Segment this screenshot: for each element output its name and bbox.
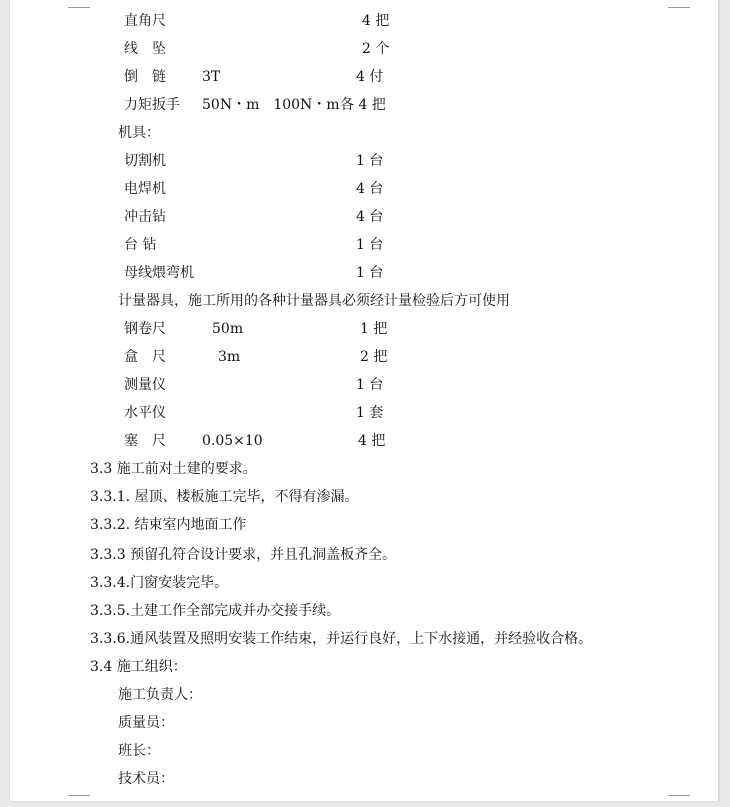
instrument-spec: 50m (212, 321, 244, 337)
document-page (10, 0, 719, 801)
requirement-item: 3.3.5.土建工作全部完成并办交接手续。 (90, 603, 341, 619)
machines-heading: 机具： (118, 125, 160, 141)
section-3-3-heading: 3.3 施工前对土建的要求。 (90, 461, 257, 477)
instrument-qty: 1 台 (356, 377, 384, 393)
machine-name: 母线煨弯机 (124, 265, 194, 281)
tool-qty: 4 付 (356, 69, 384, 85)
tool-qty: 2 个 (362, 41, 390, 57)
instrument-name: 水平仪 (124, 405, 166, 421)
section-3-4-heading: 3.4 施工组织： (90, 659, 187, 675)
machine-qty: 4 台 (356, 209, 384, 225)
instrument-name: 盒 尺 (124, 349, 166, 365)
tool-name: 力矩扳手 (124, 97, 180, 113)
tool-name: 倒 链 (124, 69, 166, 85)
instrument-qty: 1 把 (360, 321, 388, 337)
instrument-qty: 4 把 (358, 433, 386, 449)
requirement-item: 3.3.4.门窗安装完毕。 (90, 575, 229, 591)
instrument-name: 塞 尺 (124, 433, 166, 449)
crop-mark-bottom-left (68, 795, 90, 796)
instrument-qty: 1 套 (356, 405, 384, 421)
instrument-qty: 2 把 (360, 349, 388, 365)
machine-qty: 1 台 (356, 265, 384, 281)
tool-spec: 3T (202, 69, 221, 85)
crop-mark-top-left (68, 7, 90, 8)
org-role: 班长： (118, 743, 160, 759)
instrument-spec: 3m (218, 349, 241, 365)
instrument-spec: 0.05×10 (202, 433, 263, 449)
crop-mark-bottom-right (668, 795, 690, 796)
machine-qty: 4 台 (356, 181, 384, 197)
requirement-item: 3.3.1. 屋顶、楼板施工完毕，不得有渗漏。 (90, 489, 359, 505)
machine-name: 切割机 (124, 153, 166, 169)
tool-spec: 50N・m 100N・m (202, 97, 340, 113)
crop-mark-top-right (668, 7, 690, 8)
instrument-name: 钢卷尺 (124, 321, 166, 337)
machine-qty: 1 台 (356, 153, 384, 169)
org-role: 质量员： (118, 715, 174, 731)
requirement-item: 3.3.3 预留孔符合设计要求，并且孔洞盖板齐全。 (90, 547, 397, 563)
tool-qty: 4 把 (362, 13, 390, 29)
tool-qty: 各 4 把 (340, 97, 386, 113)
machine-name: 台 钻 (124, 237, 157, 253)
instrument-name: 测量仪 (124, 377, 166, 393)
tool-name: 线 坠 (124, 41, 166, 57)
instruments-heading: 计量器具，施工所用的各种计量器具必须经计量检验后方可使用 (118, 293, 510, 309)
machine-qty: 1 台 (356, 237, 384, 253)
org-role: 施工负责人： (118, 687, 202, 703)
requirement-item: 3.3.2. 结束室内地面工作 (90, 517, 247, 533)
requirement-item: 3.3.6.通风装置及照明安装工作结束，并运行良好，上下水接通，并经验收合格。 (90, 631, 593, 647)
machine-name: 冲击钻 (124, 209, 166, 225)
tool-name: 直角尺 (124, 13, 166, 29)
machine-name: 电焊机 (124, 181, 166, 197)
org-role: 技术员： (118, 771, 174, 787)
